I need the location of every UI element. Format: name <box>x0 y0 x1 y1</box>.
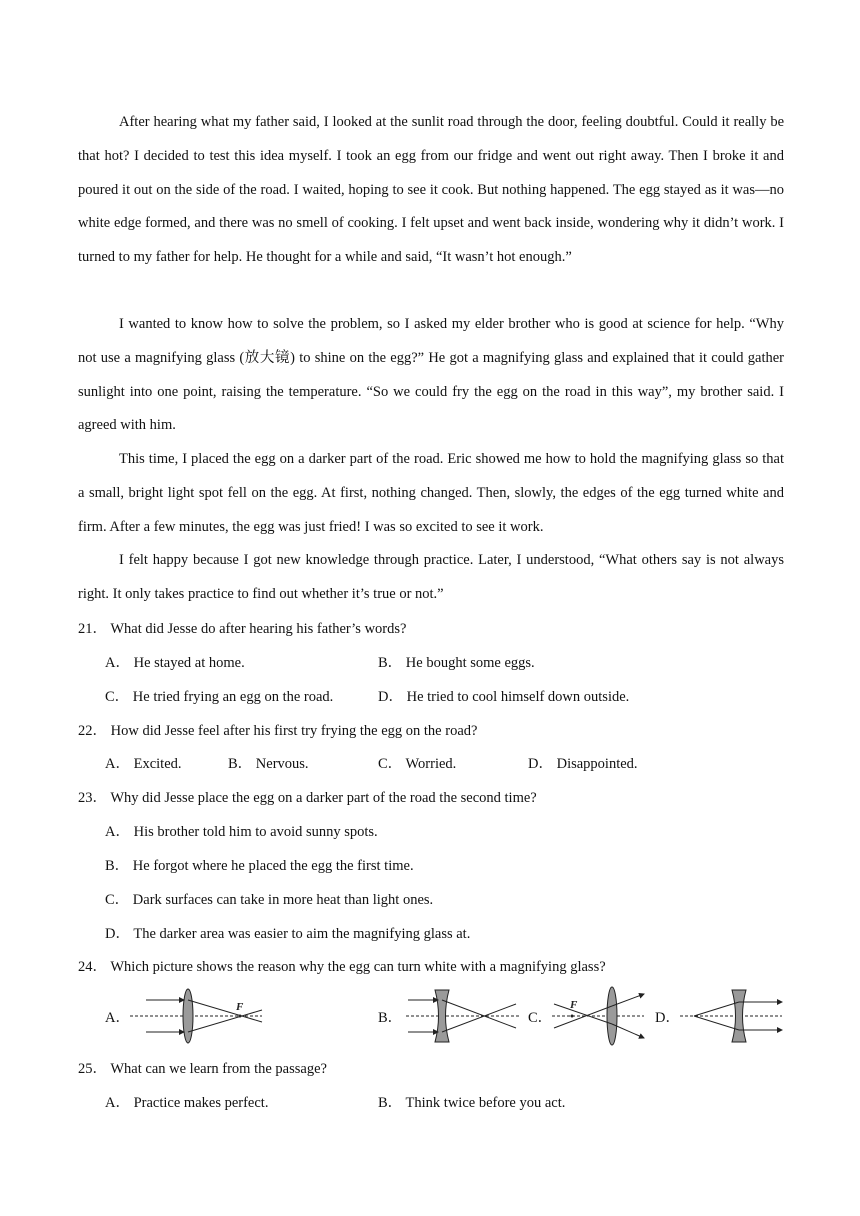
question-24-option-d[interactable]: D． <box>655 1010 680 1026</box>
concave-lens-diverging-diagram-icon[interactable] <box>678 984 784 1048</box>
question-25-stem: 25． What can we learn from the passage? <box>78 1061 327 1077</box>
question-23-option-d[interactable]: D． The darker area was easier to aim the magnifying glass at. <box>105 926 471 942</box>
question-23-stem: 23． Why did Jesse place the egg on a darker part of the road the second time? <box>78 790 537 806</box>
convex-lens-converging-diagram-icon[interactable] <box>128 984 264 1048</box>
focus-label: F <box>570 999 578 1011</box>
passage-paragraph-2: I wanted to know how to solve the problem, so I asked my elder brother who is good at science for help. “Why not use a magnifying glass (放大镜) to shine on the egg?” He got a magnifying glass and explained that it could gather sunlight into one point, raising the temperature. “So we could fry the egg on the road in this way”, my brother said. I agreed with him. <box>78 316 784 434</box>
question-21-option-b[interactable]: B． He bought some eggs. <box>378 655 535 671</box>
question-22-option-d[interactable]: D． Disappointed. <box>528 756 638 772</box>
question-22-stem: 22． How did Jesse feel after his first try frying the egg on the road? <box>78 723 478 739</box>
question-24-option-a[interactable]: A． <box>105 1010 130 1026</box>
passage-paragraph-3: This time, I placed the egg on a darker part of the road. Eric showed me how to hold the magnifying glass so that a small, bright light spot fell on the egg. At first, nothing changed. Then, slowly, the edges of the egg turned white and firm. After a few minutes, the egg was just fried! I was so excited to see it work. <box>78 451 784 535</box>
question-24-stem: 24． Which picture shows the reason why the egg can turn white with a magnifying glass? <box>78 959 606 975</box>
question-25-option-b[interactable]: B． Think twice before you act. <box>378 1095 566 1111</box>
question-24-option-c[interactable]: C． <box>528 1010 553 1026</box>
question-23-option-c[interactable]: C． Dark surfaces can take in more heat than light ones. <box>105 892 434 908</box>
convex-lens-reverse-diagram-icon[interactable] <box>550 984 646 1048</box>
question-23-option-a[interactable]: A． His brother told him to avoid sunny spots. <box>105 824 378 840</box>
passage-paragraph-4: I felt happy because I got new knowledge through practice. Later, I understood, “What others say is not always right. It only takes practice to find out whether it’s true or not.” <box>78 552 784 602</box>
passage-paragraph-1: After hearing what my father said, I looked at the sunlit road through the door, feeling doubtful. Could it really be that hot? I decided to test this idea myself. I took an egg from our fridge and went out right away. Then I broke it and poured it out on the side of the road. I waited, hoping to see it cook. But nothing happened. The egg stayed as it was—no white edge formed, and there was no smell of cooking. I felt upset and went back inside, wondering why it didn’t work. I turned to my father for help. He thought for a while and said, “It wasn’t hot enough.” <box>78 114 784 266</box>
concave-lens-diagram-icon[interactable] <box>404 984 522 1048</box>
question-23-option-b[interactable]: B． He forgot where he placed the egg the first time. <box>105 858 414 874</box>
question-22-option-b[interactable]: B． Nervous. <box>228 756 309 772</box>
question-21-option-c[interactable]: C． He tried frying an egg on the road. <box>105 689 334 705</box>
question-24-option-b[interactable]: B． <box>378 1010 403 1026</box>
question-22-option-a[interactable]: A． Excited. <box>105 756 182 772</box>
question-21-stem: 21． What did Jesse do after hearing his father’s words? <box>78 621 407 637</box>
question-25-option-a[interactable]: A． Practice makes perfect. <box>105 1095 269 1111</box>
question-21-option-d[interactable]: D． He tried to cool himself down outside. <box>378 689 630 705</box>
question-21-option-a[interactable]: A． He stayed at home. <box>105 655 245 671</box>
question-22-option-c[interactable]: C． Worried. <box>378 756 457 772</box>
focus-label: F <box>236 1001 244 1013</box>
